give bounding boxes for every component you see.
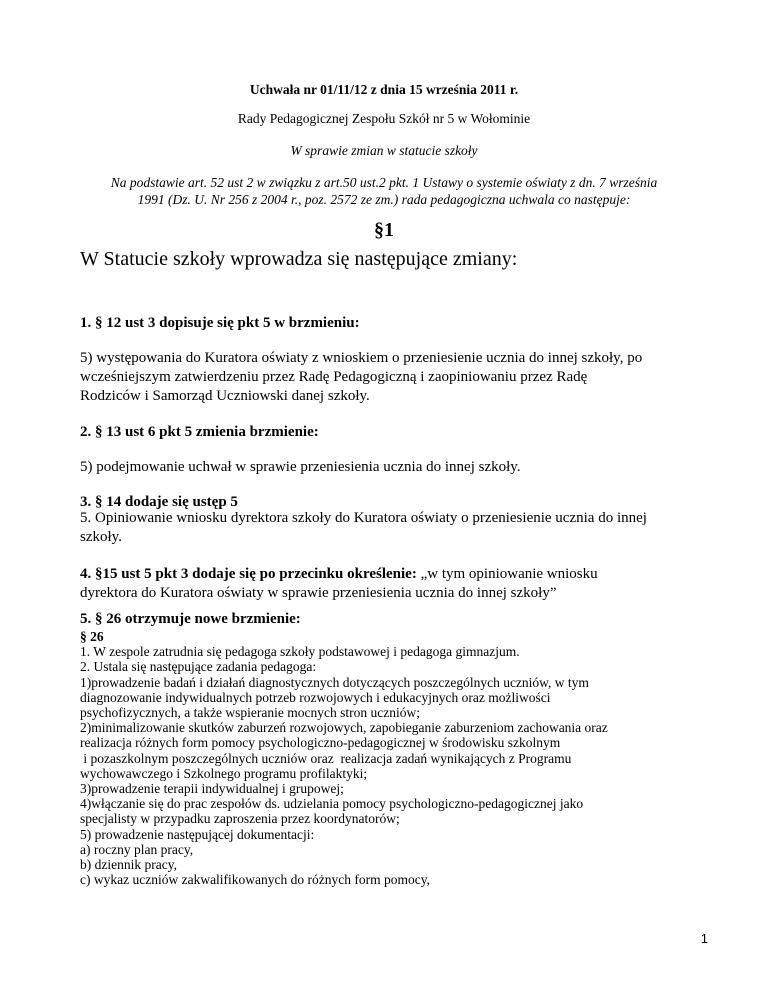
change-1-body-line-2: wcześniejszym zatwierdzeniu przez Radę Pedagogiczną i zaopiniowaniu przez Radę bbox=[80, 369, 588, 385]
section-26-line: b) dziennik pracy, bbox=[80, 857, 177, 873]
intro-heading: W Statucie szkoły wprowadza się następujące zmiany: bbox=[80, 248, 518, 270]
section-26-line: 2)minimalizowanie skutków zaburzeń rozwojowych, zapobieganie zaburzeniom zachowania oraz bbox=[80, 720, 608, 736]
change-3-body-line-1: 5. Opiniowanie wniosku dyrektora szkoły do Kuratora oświaty o przeniesienie ucznia do innej bbox=[80, 510, 647, 526]
section-26-line: 5) prowadzenie następującej dokumentacji: bbox=[80, 826, 315, 842]
change-1-heading: 1. § 12 ust 3 dopisuje się pkt 5 w brzmieniu: bbox=[80, 315, 360, 331]
section-26-line: c) wykaz uczniów zakwalifikowanych do różnych form pomocy, bbox=[80, 872, 430, 888]
change-1-body bbox=[80, 349, 700, 406]
change-4-heading: 4. §15 ust 5 pkt 3 dodaje się po przecinku określenie: bbox=[80, 566, 417, 582]
change-5-heading: 5. § 26 otrzymuje nowe brzmienie: bbox=[80, 611, 301, 627]
legal-basis bbox=[60, 174, 708, 208]
section-symbol: §1 bbox=[374, 219, 394, 241]
change-3-heading: 3. § 14 dodaje się ustęp 5 bbox=[80, 494, 238, 510]
section-26-line: a) roczny plan pracy, bbox=[80, 841, 194, 857]
change-4-quote-start: „w tym opiniowanie wniosku bbox=[416, 566, 598, 582]
change-1-body-line-1: 5) występowania do Kuratora oświaty z wnioskiem o przeniesienie ucznia do innej szkoły, po bbox=[80, 350, 643, 366]
change-1-body-line-3: Rodziców i Samorząd Uczniowski danej szkoły. bbox=[80, 388, 370, 404]
section-26-line: realizacja różnych form pomocy psychologiczno-pedagogicznej w środowisku szkolnym bbox=[80, 735, 561, 751]
section-26-line: wychowawczego i Szkolnego programu profilaktyki; bbox=[80, 765, 368, 781]
council-name: Rady Pedagogicznej Zespołu Szkół nr 5 w Wołominie bbox=[237, 111, 531, 126]
change-3-body-line-2: szkoły. bbox=[80, 529, 122, 545]
change-3-body bbox=[80, 509, 700, 547]
section-26-heading: § 26 bbox=[80, 629, 104, 644]
change-4 bbox=[80, 565, 700, 603]
section-26-line: diagnozowanie indywidualnych potrzeb rozwojowych i edukacyjnych oraz możliwości bbox=[80, 689, 551, 705]
section-26-line: i pozaszkolnym poszczególnych uczniów oraz realizacja zadań wynikających z Programu bbox=[80, 750, 572, 766]
section-26-line: 2. Ustala się następujące zadania pedagoga: bbox=[80, 659, 317, 675]
change-4-line-2: dyrektora do Kuratora oświaty w sprawie przeniesienia ucznia do innej szkoły” bbox=[80, 585, 557, 601]
section-26-line: specjalisty w przypadku zaproszenia przez koordynatorów; bbox=[80, 811, 400, 827]
legal-basis-line-2: 1991 (Dz. U. Nr 256 z 2004 r., poz. 2572 ze zm.) rada pedagogiczna uchwala co następuje: bbox=[137, 192, 631, 207]
section-26-line: 4)włączanie się do prac zespołów ds. udzielania pomocy psychologiczno-pedagogicznej jako bbox=[80, 796, 584, 812]
section-26 bbox=[80, 629, 700, 887]
change-4-line-1 bbox=[80, 565, 700, 584]
resolution-title: Uchwała nr 01/11/12 z dnia 15 września 2011 r. bbox=[249, 82, 519, 97]
resolution-subject: W sprawie zmian w statucie szkoły bbox=[290, 143, 478, 158]
change-2-heading: 2. § 13 ust 6 pkt 5 zmienia brzmienie: bbox=[80, 424, 319, 440]
change-2-body: 5) podejmowanie uchwał w sprawie przeniesienia ucznia do innej szkoły. bbox=[80, 459, 521, 475]
legal-basis-line-1: Na podstawie art. 52 ust 2 w związku z art.50 ust.2 pkt. 1 Ustawy o systemie oświaty z dn. 7 września bbox=[110, 175, 658, 190]
page-number: 1 bbox=[700, 931, 708, 946]
section-26-line: 3)prowadzenie terapii indywidualnej i grupowej; bbox=[80, 781, 344, 797]
section-26-line: 1)prowadzenie badań i działań diagnostycznych dotyczących poszczególnych uczniów, w tym bbox=[80, 674, 589, 690]
section-26-line: psychofizycznych, a także wspieranie mocnych stron uczniów; bbox=[80, 705, 420, 721]
section-26-line: 1. W zespole zatrudnia się pedagoga szkoły podstawowej i pedagoga gimnazjum. bbox=[80, 644, 520, 660]
